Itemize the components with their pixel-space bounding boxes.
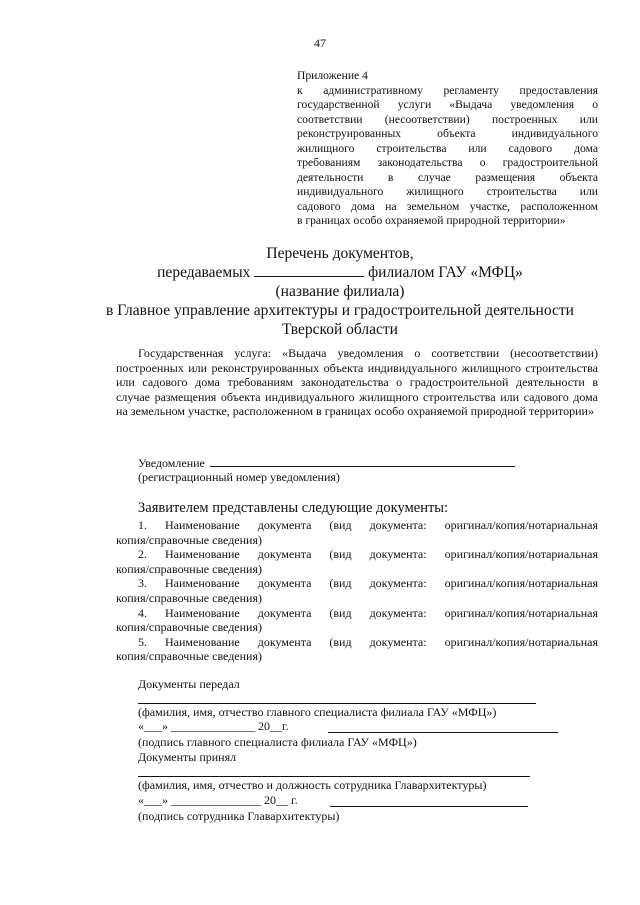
accepted-label: Документы принял [138, 750, 237, 764]
appendix-number: Приложение 4 [297, 69, 368, 82]
document-title [60, 244, 620, 339]
appendix-line: соответствии (несоответствии) построенных или [297, 112, 598, 126]
list-item [116, 606, 598, 635]
appendix-line: государственной услуги «Выдача уведомления о [297, 98, 598, 111]
appendix-header [297, 69, 598, 229]
title-line: Перечень документов, [266, 245, 414, 262]
list-item-line: 1. Наименование документа (вид документа: оригинал/копия/нотариальная [138, 518, 598, 532]
passed-sign-hint: (подпись главного специалиста филиала ГАУ «МФЦ») [138, 735, 417, 749]
list-item-line: копия/справочные сведения) [116, 590, 262, 605]
branch-blank-line[interactable] [254, 263, 364, 277]
page-number: 47 [314, 36, 326, 50]
accepted-name-hint: (фамилия, имя, отчество и должность сотрудника Главархитектуры) [138, 778, 487, 792]
accepted-name-line[interactable] [138, 776, 530, 777]
appendix-line: индивидуального жилищного строительства или [297, 185, 598, 198]
accepted-sign-hint: (подпись сотрудника Главархитектуры) [138, 809, 340, 823]
appendix-line: требованиям законодательства о градостроительной [297, 156, 598, 169]
title-hint: (название филиала) [275, 283, 405, 300]
documents-heading: Заявителем представлены следующие документы: [138, 500, 449, 516]
documents-list [116, 518, 598, 664]
appendix-line: садового дома на земельном участке, расположенном [297, 199, 598, 213]
appendix-line: деятельности в случае размещения объекта [297, 170, 598, 184]
list-item-line: копия/справочные сведения) [116, 561, 262, 576]
appendix-line: в границах особо охраняемой природной территории» [297, 214, 566, 227]
appendix-line: реконструированных объекта индивидуального [297, 127, 598, 140]
list-item [116, 547, 598, 576]
title-line-branch [60, 263, 620, 282]
title-prefix: передаваемых [157, 264, 251, 281]
title-line: Тверской области [282, 321, 398, 338]
service-text: Государственная услуга: «Выдача уведомления о соответствии (несоответствии) построенных или реконструированных объекта индивидуального жилищного строительства или садового дома требованиям законодательства о градостроительной деятельности в случае размещения объекта индивидуального жилищного строительства или садового дома на земельном участке, расположенном в границах особо охраняемой природной территории» [116, 346, 598, 419]
list-item [116, 518, 598, 547]
list-item-line: копия/справочные сведения) [116, 620, 262, 635]
list-item [116, 576, 598, 605]
list-item-line: 3. Наименование документа (вид документа: оригинал/копия/нотариальная [138, 576, 598, 591]
passed-sign-line[interactable] [328, 732, 558, 733]
notification-label: Уведомление [138, 456, 205, 470]
list-item-line: копия/справочные сведения) [116, 649, 262, 664]
notification-hint: (регистрационный номер уведомления) [138, 470, 340, 484]
passed-label: Документы передал [138, 677, 240, 691]
list-item-line: копия/справочные сведения) [116, 532, 262, 547]
list-item-line: 2. Наименование документа (вид документа: оригинал/копия/нотариальная [138, 547, 598, 562]
title-line: в Главное управление архитектуры и градостроительной деятельности [106, 302, 574, 319]
service-paragraph [116, 346, 598, 419]
list-item [116, 635, 598, 664]
passed-name-line[interactable] [138, 703, 536, 704]
appendix-line: к административному регламенту предоставления [297, 83, 598, 97]
notification-blank-line[interactable] [210, 455, 515, 467]
accepted-date[interactable]: «___» _______________ 20__ г. [138, 793, 298, 807]
title-suffix: филиалом ГАУ «МФЦ» [368, 264, 523, 281]
list-item-line: 4. Наименование документа (вид документа: оригинал/копия/нотариальная [138, 605, 598, 620]
accepted-sign-line[interactable] [330, 806, 528, 807]
passed-date[interactable]: «___» ______________ 20__г. [138, 719, 289, 733]
list-item-line: 5. Наименование документа (вид документа: оригинал/копия/нотариальная [138, 634, 598, 649]
passed-name-hint: (фамилия, имя, отчество главного специалиста филиала ГАУ «МФЦ») [138, 705, 497, 719]
appendix-line: жилищного строительства или садового дома [297, 141, 598, 155]
notification-row [138, 455, 515, 471]
